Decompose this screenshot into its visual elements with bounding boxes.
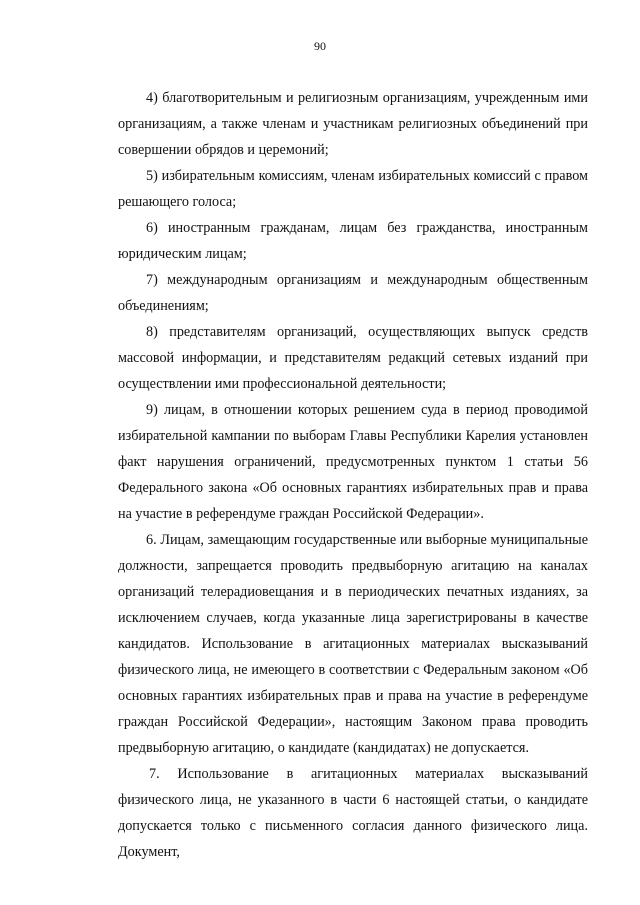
- list-item-4: 4) благотворительным и религиозным организациям, учрежденным ими организациям, а также членам и участникам религиозных объединений при совершении обрядов и церемоний;: [118, 90, 588, 158]
- list-item-8: 8) представителям организаций, осуществляющих выпуск средств массовой информации, и представителям редакций сетевых изданий при осуществлении ими профессиональной деятельности;: [118, 324, 588, 392]
- document-body: [118, 85, 588, 865]
- list-item-9: 9) лицам, в отношении которых решением суда в период проводимой избирательной кампании по выборам Главы Республики Карелия установлен факт нарушения ограничений, предусмотренных пунктом 1 статьи 56 Федерального закона «Об основных гарантиях избирательных прав и права на участие в референдуме граждан Российской Федерации».: [118, 402, 588, 522]
- page-number: 90: [314, 39, 326, 53]
- list-item-7: 7) международным организациям и международным общественным объединениям;: [118, 272, 588, 314]
- section-6-paragraph: 6. Лицам, замещающим государственные или выборные муниципальные должности, запрещается проводить предвыборную агитацию на каналах организаций телерадиовещания и в периодических печатных изданиях, за исключением случаев, когда указанные лица зарегистрированы в качестве кандидатов. Использование в агитационных материалах высказываний физического лица, не имеющего в соответствии с Федеральным законом «Об основных гарантиях избирательных прав и права на участие в референдуме граждан Российской Федерации», настоящим Законом права проводить предвыборную агитацию, о кандидате (кандидатах) не допускается.: [118, 532, 588, 756]
- section-7-paragraph: 7. Использование в агитационных материалах высказываний физического лица, не указанного в части 6 настоящей статьи, о кандидате допускается только с письменного согласия данного физического лица. Документ,: [118, 766, 588, 860]
- list-item-6: 6) иностранным гражданам, лицам без гражданства, иностранным юридическим лицам;: [118, 220, 588, 262]
- list-item-5: 5) избирательным комиссиям, членам избирательных комиссий с правом решающего голоса;: [118, 168, 588, 210]
